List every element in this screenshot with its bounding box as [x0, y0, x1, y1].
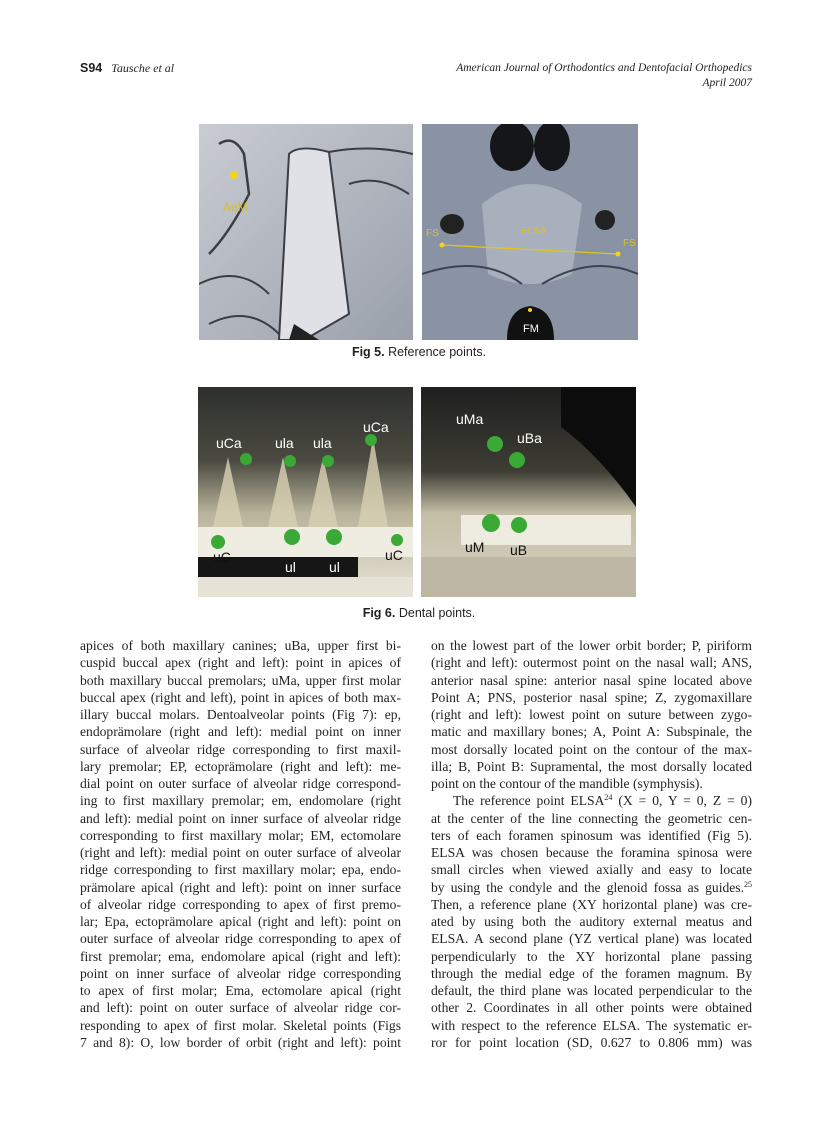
label-ub: uB [510, 542, 528, 558]
text-line: point on the contour of the mandible (symphysis). [431, 776, 703, 791]
label-ula-right: ula [313, 435, 332, 451]
text-line: 7 and 8): O, low border of orbit (right and left): point [80, 1034, 401, 1050]
text-line [431, 879, 752, 896]
text-line: surface of alveolar ridge corresponding to first maxil- [80, 741, 401, 757]
label-fs-left: FS [426, 228, 439, 239]
caption-text: Dental points. [398, 606, 476, 620]
text-line: illa; B, Point B: Supramental, the most dorsally located [431, 758, 752, 774]
label-fm: FM [523, 323, 539, 335]
text-line [431, 792, 752, 809]
text-line: on the lowest part of the lower orbit border; P, piriform [431, 638, 752, 653]
text-line: endoprämolare (right and left): medial point on inner [80, 724, 401, 740]
label-uc-left: uC [213, 549, 231, 565]
text-line: ridge corresponding to first maxillary molar; epa, endo- [80, 862, 401, 878]
text-line: ELSA. A second plane (YZ vertical plane) was located [431, 931, 752, 947]
text-line: and left): point on outer surface of alveolar ridge cor- [80, 1000, 401, 1016]
label-uba: uBa [517, 430, 542, 446]
text-line: to apex of first molar; Ema, ectomolare apical (right [80, 983, 401, 998]
text-line: ters of each foramen spinosum was identified (Fig 5). [431, 827, 752, 843]
text-line: lary premolar; EP, ectoprämolare (right and left): me- [80, 758, 401, 774]
text-line: at the center of the line connecting the geometric cen- [431, 810, 752, 826]
text-line: point on inner surface of alveolar ridge corresponding [80, 965, 401, 981]
label-elsa: ELSA [521, 226, 547, 237]
authors: Tausche et al [111, 61, 175, 75]
label-ul-right: ul [329, 559, 340, 575]
text-line: default, the third plane was located perpendicular to the [431, 983, 752, 998]
left-column [80, 637, 401, 1051]
text-line: ELSA was chosen because the foramina spinosa were [431, 845, 752, 860]
fig5-caption [0, 345, 838, 359]
label-aem: AeM [223, 200, 248, 214]
caption-text: Reference points. [388, 345, 487, 359]
text-line: other 2. Coordinates in all other points were obtained [431, 1000, 752, 1016]
text-line: dial point on outer surface of alveolar ridge correspond- [80, 776, 401, 791]
page-number: S94 [80, 61, 103, 75]
text-line: anterior nasal spine: anterior nasal spine located above [431, 672, 752, 688]
fig6-caption [0, 606, 838, 620]
text-span: by using the condyle and the glenoid fossa as guides. [431, 879, 744, 895]
text-line: lar; Epa, ectoprämolare apical (right and left): point on [80, 914, 401, 929]
running-header-right [456, 61, 752, 91]
text-line: first premolar; ema, endomolare apical (right and left): [80, 948, 401, 964]
text-line: prämolare apical (right and left): point on inner surface [80, 879, 401, 895]
text-line: (right and left): medial point on outer surface of alveolar [80, 845, 401, 860]
text-line: outer surface of alveolar ridge corresponding to apex of [80, 931, 401, 947]
fig5-right-image [422, 124, 638, 340]
text-line: responding to apex of first molar. Skeletal points (Figs [80, 1017, 401, 1033]
text-line: corresponding to first maxillary molar; EM, ectomolare [80, 827, 401, 843]
text-line: buccal apex (right and left), point in apices of both max- [80, 689, 401, 705]
fig5-left-image [199, 124, 413, 340]
text-line: Then, a reference plane (XY horizontal plane) was cre- [431, 896, 752, 912]
text-line: ing to first maxillary premolar; em, endomolare (right [80, 793, 401, 809]
label-fs-right: FS [623, 238, 636, 249]
citation-25: 25 [744, 879, 752, 889]
text-line: cuspid buccal apex (right and left): point in apices of [80, 655, 401, 671]
right-column [431, 637, 752, 1051]
fig6-left-image [198, 387, 413, 597]
text-line: ated by using both the auditory external meatus and [431, 914, 752, 929]
issue-date: April 2007 [702, 77, 752, 89]
text-line: (right and left): outermost point on the nasal wall; ANS, [431, 655, 752, 671]
text-line: small circles when viewed axially and easy to locate [431, 862, 752, 878]
text-line: through the medial edge of the foramen magnum. By [431, 965, 752, 981]
text-line: ror for point location (SD, 0.627 to 0.806 mm) was [431, 1034, 752, 1050]
text-line: Point A; PNS, posterior nasal spine; Z, zygomaxillare [431, 689, 752, 705]
fig6-right-image [421, 387, 636, 597]
text-line: matic and maxillary bones; A, Point A: Subspinale, the [431, 724, 752, 740]
text-line: perpendicularly to the XY horizontal plane passing [431, 948, 752, 964]
text-span: (X = 0, Y = 0, Z = 0) [612, 793, 752, 809]
caption-label: Fig 5. [351, 345, 385, 359]
citation-24: 24 [604, 793, 613, 803]
text-span: The reference point ELSA [453, 793, 605, 809]
text-line: and left): medial point on inner surface of alveolar ridge [80, 810, 401, 826]
label-ula-left: ula [275, 435, 294, 451]
label-uc-right: uC [385, 547, 403, 563]
text-line: most dorsally located point on the contour of the max- [431, 741, 752, 757]
label-ul-left: ul [285, 559, 296, 575]
text-line: of alveolar ridge corresponding to apex of first premo- [80, 896, 401, 912]
journal-title: American Journal of Orthodontics and Dentofacial Orthopedics [456, 62, 752, 74]
text-line: both maxillary buccal premolars; uMa, upper first molar [80, 672, 401, 688]
text-line: (right and left): lowest point on suture between zygo- [431, 707, 752, 722]
text-line: with respect to the reference ELSA. The systematic er- [431, 1017, 752, 1033]
label-uma: uMa [456, 411, 484, 427]
running-header-left [80, 61, 174, 76]
label-uca-left: uCa [216, 435, 242, 451]
caption-label: Fig 6. [362, 606, 396, 620]
label-um: uM [465, 539, 485, 555]
label-uca-right: uCa [363, 419, 389, 435]
text-line: illary buccal molars. Dentoalveolar points (Fig 7): ep, [80, 707, 401, 722]
text-line: apices of both maxillary canines; uBa, upper first bi- [80, 638, 401, 653]
